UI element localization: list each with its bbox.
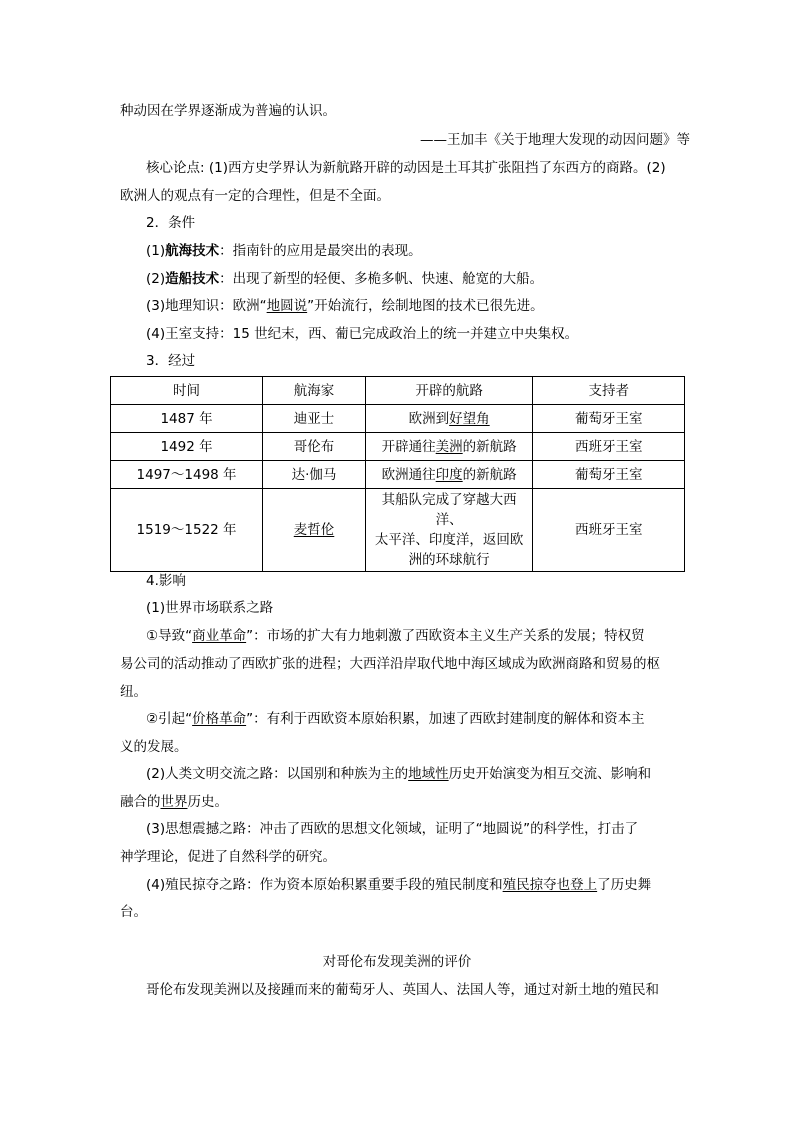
condition-term: 航海技术	[165, 243, 220, 259]
header-navigator: 航海家	[263, 377, 366, 405]
core-argument-line-2: 欧洲人的观点有一定的合理性，但是不全面。	[120, 188, 390, 204]
paragraph-text: ②引起“	[146, 711, 193, 727]
condition-prefix: (2)	[146, 271, 166, 287]
impact-thought-line-1: (3)思想震撼之路：冲击了西欧的思想文化领域，证明了“地圆说”的科学性，打击了	[146, 821, 639, 837]
cell-time: 1492 年	[111, 433, 263, 461]
condition-prefix: (1)	[146, 243, 166, 259]
table-row	[111, 405, 685, 433]
route-text: 的新航路	[462, 466, 517, 483]
cell-route	[365, 433, 532, 461]
condition-royal-support: (4)王室支持：15 世纪末，西、葡已完成政治上的统一并建立中央集权。	[146, 326, 579, 342]
underlined-term: 商业革命	[192, 628, 247, 644]
impact-commercial-revolution-line-1	[146, 627, 645, 645]
table-header-row	[111, 377, 685, 405]
impact-price-revolution-line-2: 义的发展。	[120, 739, 188, 755]
core-argument-line-1: 核心论点: (1)西方史学界认为新航路开辟的动因是土耳其扩张阻挡了东西方的商路。(2)	[146, 160, 666, 176]
process-heading: 3．经过	[146, 353, 196, 369]
route-line: 洲的环球航行	[408, 552, 490, 568]
condition-term: 造船技术	[165, 271, 220, 287]
route-line: 太平洋、印度洋，返回欧	[374, 532, 524, 548]
top-line: 种动因在学界逐渐成为普遍的认识。	[120, 103, 336, 119]
cell-navigator	[263, 489, 366, 572]
underlined-term: 好望角	[449, 410, 490, 427]
impact-commercial-revolution-line-3: 纽。	[120, 684, 147, 700]
impact-colonial-line-2: 台。	[120, 904, 147, 920]
condition-shipbuilding	[146, 270, 543, 288]
impact-heading: 4.影响	[146, 573, 186, 589]
condition-text: ”开始流行，绘制地图的技术已很先进。	[307, 298, 544, 314]
condition-navigation	[146, 242, 422, 260]
paragraph-text: 融合的	[120, 794, 161, 810]
condition-text: ：出现了新型的轻便、多桅多帆、快速、舱宽的大船。	[219, 271, 544, 287]
paragraph-text: (2)人类文明交流之路：以国别和种族为主的	[146, 766, 409, 782]
impact-civilization-line-2	[120, 793, 228, 811]
impact-colonial-line-1	[146, 876, 651, 894]
cell-supporter: 葡萄牙王室	[533, 461, 685, 489]
cell-navigator: 达·伽马	[263, 461, 366, 489]
paragraph-text: (4)殖民掠夺之路：作为资本原始积累重要手段的殖民制度和	[146, 877, 503, 893]
cell-time: 1487 年	[111, 405, 263, 433]
cell-route	[365, 405, 532, 433]
route-text: 欧洲到	[408, 410, 450, 427]
impact-sub-world-market: (1)世界市场联系之路	[146, 600, 274, 616]
impact-civilization-line-1	[146, 765, 651, 783]
condition-geography	[146, 297, 544, 315]
cell-supporter: 西班牙王室	[533, 433, 685, 461]
paragraph-text: ”：市场的扩大有力地刺激了西欧资本主义生产关系的发展；特权贸	[246, 628, 645, 644]
header-route: 开辟的航路	[365, 377, 532, 405]
paragraph-text: 了历史舞	[597, 877, 652, 893]
cell-supporter: 西班牙王室	[533, 489, 685, 572]
table-row	[111, 489, 685, 572]
paragraph-text: ”：有利于西欧资本原始积累，加速了西欧封建制度的解体和资本主	[246, 711, 645, 727]
underlined-term: 美洲	[435, 438, 463, 455]
underlined-term: 印度	[435, 466, 463, 483]
cell-route	[365, 489, 532, 572]
route-text: 的新航路	[462, 438, 517, 455]
underlined-term: 地圆说	[266, 298, 308, 314]
header-supporter: 支持者	[533, 377, 685, 405]
route-text: 欧洲通往	[381, 466, 436, 483]
impact-price-revolution-line-1	[146, 710, 645, 728]
underlined-term: 麦哲伦	[293, 522, 335, 538]
cell-time: 1519～1522 年	[111, 489, 263, 572]
cell-time: 1497～1498 年	[111, 461, 263, 489]
paragraph-text: 历史。	[187, 794, 228, 810]
underlined-term: 地域性	[408, 766, 449, 782]
paragraph-text: ①导致“	[146, 628, 193, 644]
impact-thought-line-2: 神学理论，促进了自然科学的研究。	[120, 849, 336, 865]
route-text: 开辟通往	[381, 438, 436, 455]
evaluation-line-1: 哥伦布发现美洲以及接踵而来的葡萄牙人、英国人、法国人等，通过对新土地的殖民和	[146, 982, 659, 998]
route-line: 其船队完成了穿越大西洋、	[381, 492, 517, 528]
cell-supporter: 葡萄牙王室	[533, 405, 685, 433]
underlined-term: 价格革命	[192, 711, 247, 727]
evaluation-title: 对哥伦布发现美洲的评价	[322, 954, 472, 970]
impact-commercial-revolution-line-2: 易公司的活动推动了西欧扩张的进程；大西洋沿岸取代地中海区域成为欧洲商路和贸易的枢	[120, 656, 660, 672]
table-row	[111, 461, 685, 489]
cell-navigator: 迪亚士	[263, 405, 366, 433]
underlined-term: 殖民掠夺也登上	[502, 877, 598, 893]
table-row	[111, 433, 685, 461]
condition-text: ：指南针的应用是最突出的表现。	[219, 243, 422, 259]
paragraph-text: 历史开始演变为相互交流、影响和	[448, 766, 652, 782]
condition-text: (3)地理知识：欧洲“	[146, 298, 267, 314]
cell-route	[365, 461, 532, 489]
header-time: 时间	[111, 377, 263, 405]
voyages-table	[110, 376, 685, 572]
conditions-heading: 2．条件	[146, 215, 196, 231]
cell-navigator: 哥伦布	[263, 433, 366, 461]
citation: ——王加丰《关于地理大发现的动因问题》等	[420, 132, 690, 148]
underlined-term: 世界	[160, 794, 188, 810]
